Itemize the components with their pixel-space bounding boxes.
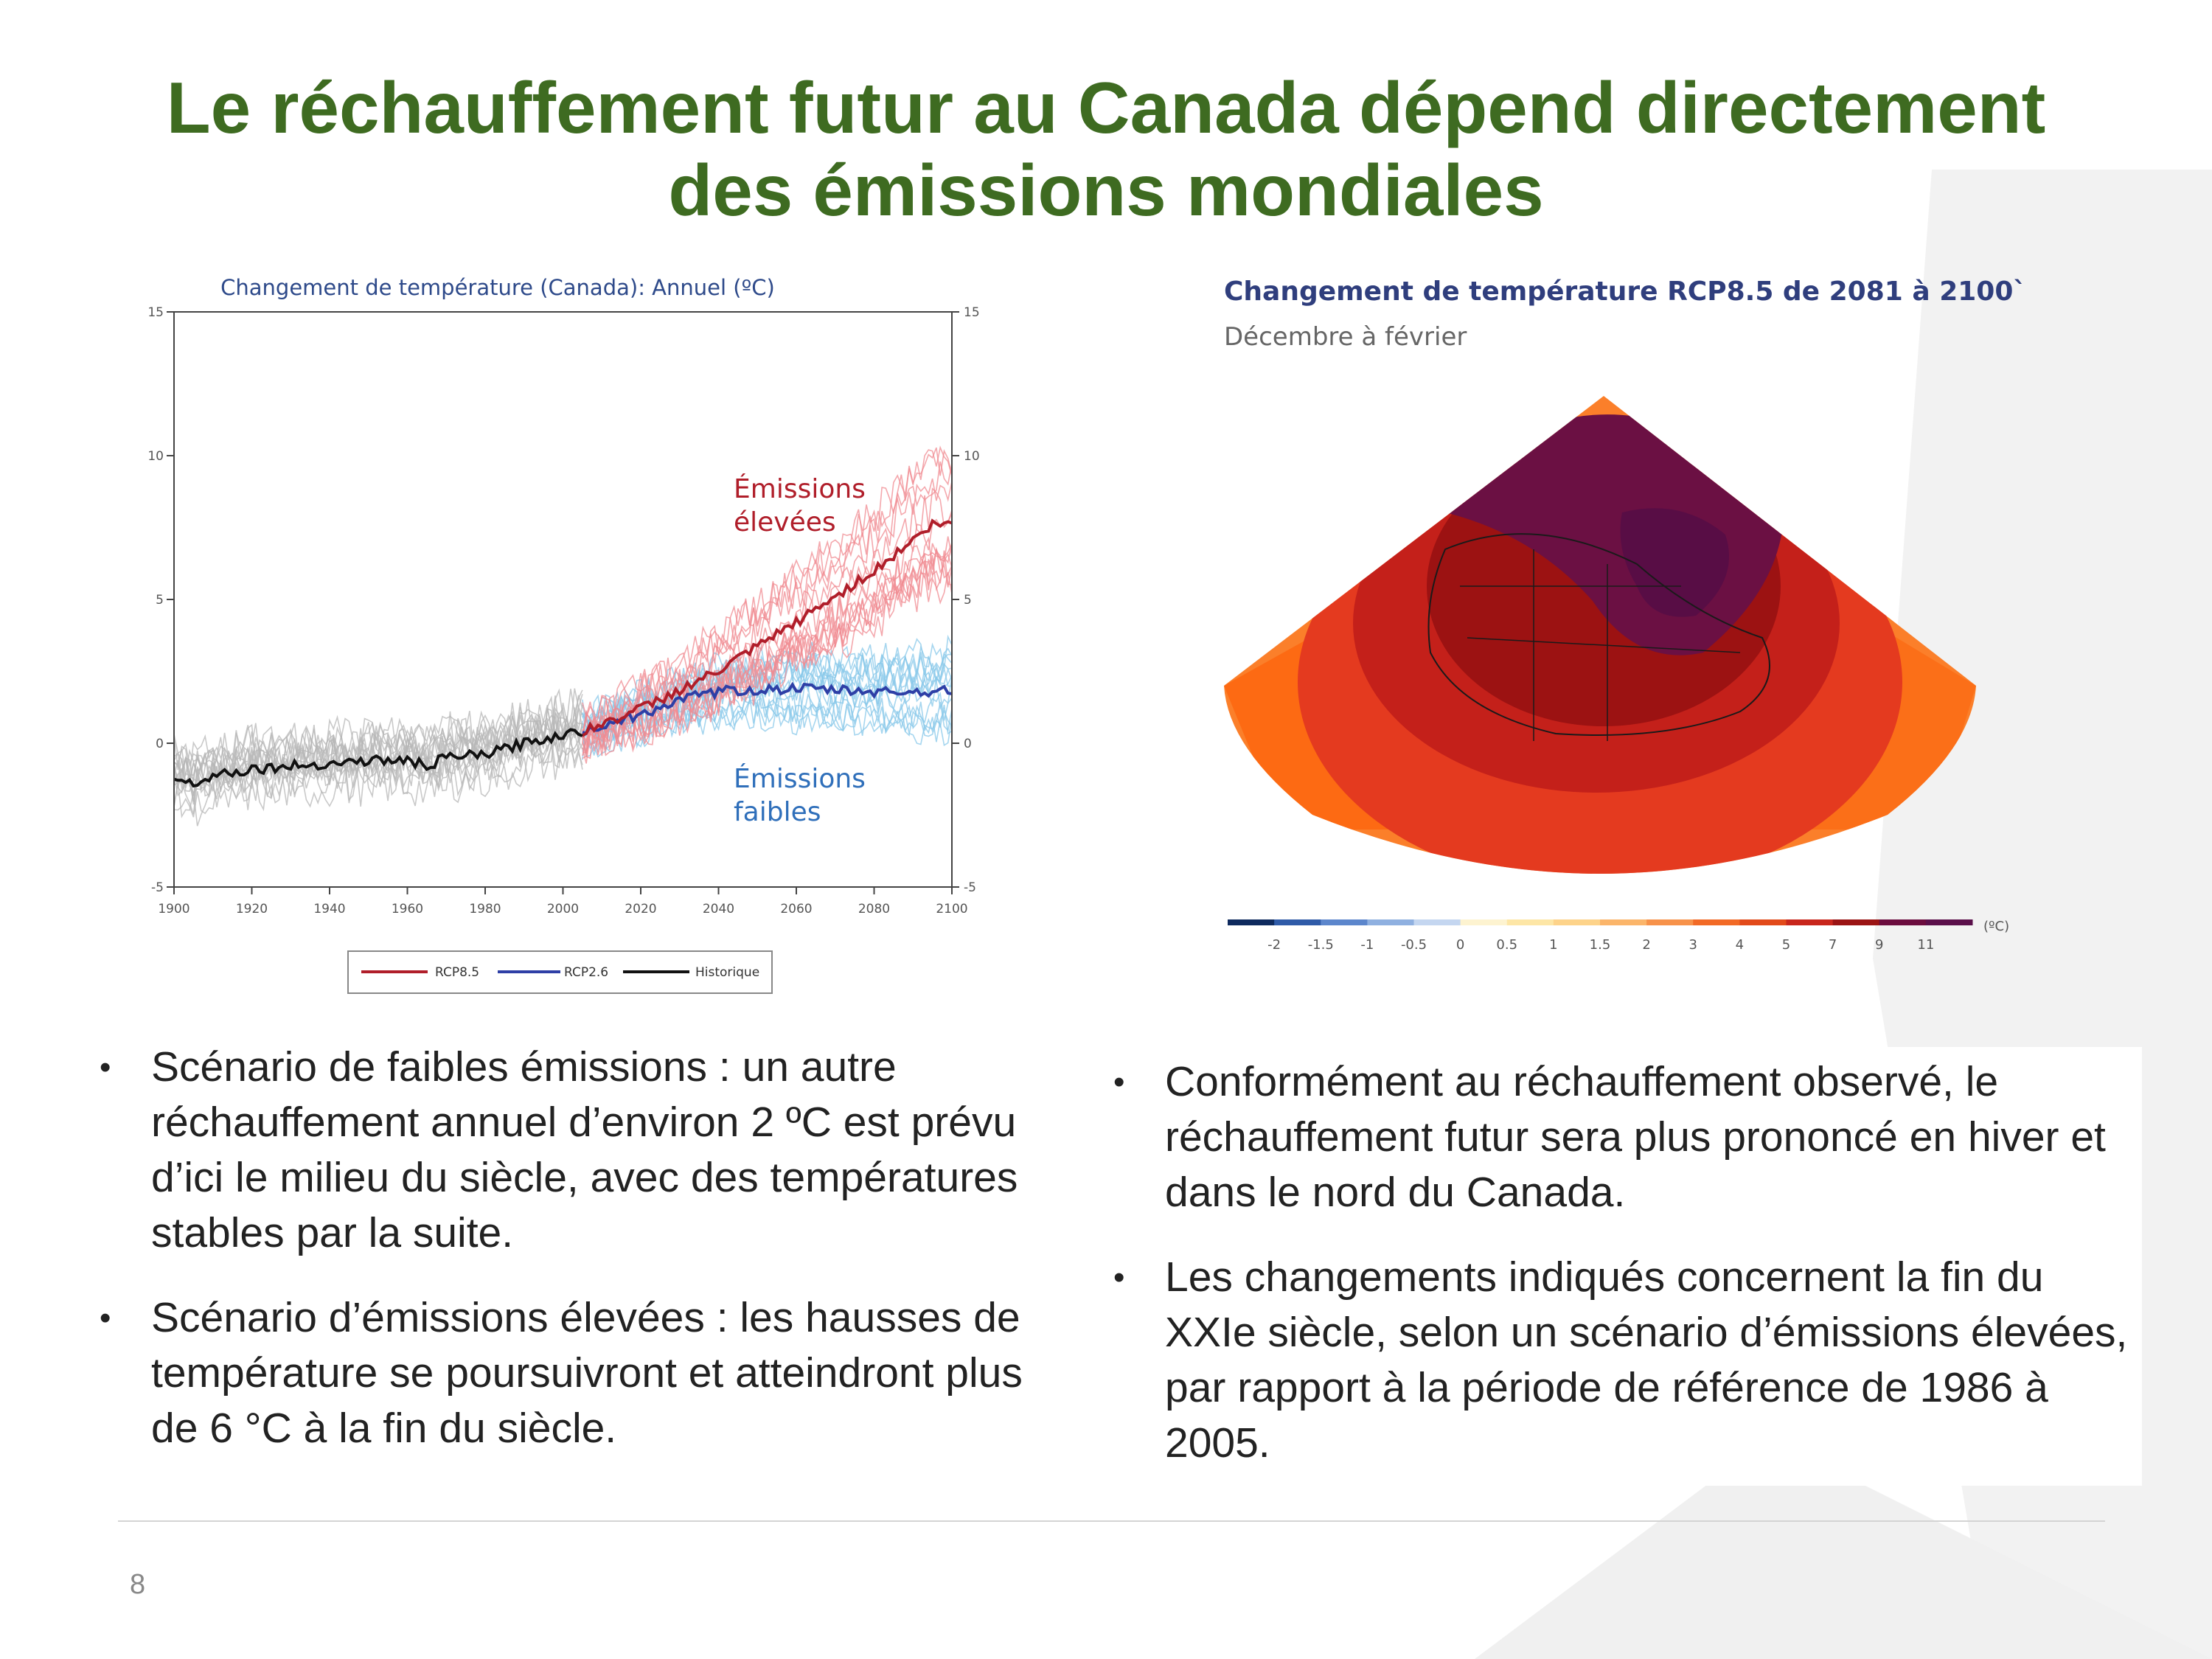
y-tick-label: -5 [151,880,164,895]
colorbar-tick-label: 9 [1875,937,1884,953]
colorbar-unit: (ºC) [1983,919,2010,934]
colorbar-swatch [1274,919,1321,925]
bullet-text: Scénario d’émissions élevées : les hausses de température se poursuivront et atteindront plus de 6 °C à la fin du siècle. [151,1294,1023,1452]
colorbar-tick-label: 0.5 [1496,937,1518,953]
right-bullet-list [1113,1054,2146,1500]
colorbar-swatch [1461,919,1508,925]
y-tick-label-right: 0 [964,737,972,751]
y-tick-label-right: 10 [964,449,980,464]
colorbar-swatch [1693,919,1740,925]
slide-title [74,66,2138,232]
colorbar-tick-label: 4 [1735,937,1745,953]
slide-title-line-1: Le réchauffement futur au Canada dépend directement [166,67,2046,148]
list-item [1113,1054,2146,1220]
colorbar-swatch [1646,919,1694,925]
x-tick-label: 2000 [546,902,580,917]
colorbar-tick-label: -1 [1360,937,1374,953]
y-tick-label: 10 [147,449,164,464]
colorbar-tick-label: 1.5 [1589,937,1611,953]
bullet-text: Scénario de faibles émissions : un autre réchauffement annuel d’environ 2 ºC est prévu d’ici le milieu du siècle, avec des températures stables par la suite. [151,1043,1018,1256]
bullet-dot: • [1113,1064,1125,1100]
bullet-text: Les changements indiqués concernent la fin du XXIe siècle, selon un scénario d’émissions élevées, par rapport à la période de référence de 1986 à 2005. [1165,1253,2128,1467]
y-tick-label-right: 15 [964,305,980,320]
slide-title-line-2: des émissions mondiales [668,150,1544,231]
chart-title: Changement de température (Canada): Annuel (ºC) [220,275,775,300]
colorbar-tick-label: 5 [1781,937,1791,953]
list-item [100,1290,1051,1456]
temperature-change-map [1224,269,2042,970]
colorbar-swatch [1879,919,1927,925]
y-tick-label: 15 [147,305,164,320]
y-tick-label-right: 5 [964,593,972,608]
annotation-low-emissions-1: Émissions [734,764,866,794]
x-tick-label: 2040 [702,902,735,917]
annotation-high-emissions-1: Émissions [734,474,866,504]
colorbar-tick-label: -0.5 [1400,937,1427,953]
map-colorbar [1228,919,1973,953]
colorbar-swatch [1739,919,1787,925]
y-tick-label: 5 [156,593,164,608]
colorbar-swatch [1414,919,1461,925]
page-number: 8 [130,1569,146,1600]
colorbar-swatch [1321,919,1368,925]
bullet-text: Conformément au réchauffement observé, le réchauffement futur sera plus prononcé en hiver et dans le nord du Canada. [1165,1058,2106,1216]
temperature-change-map-svg [1224,269,2042,970]
y-tick-label-right: -5 [964,880,976,895]
y-tick-label: 0 [156,737,164,751]
x-tick-label: 1900 [158,902,190,917]
list-item [100,1040,1051,1261]
legend-label-rcp26: RCP2.6 [564,965,609,980]
colorbar-tick-label: 3 [1688,937,1697,953]
colorbar-swatch [1554,919,1601,925]
colorbar-swatch [1833,919,1880,925]
bullet-dot: • [100,1300,111,1336]
map-title: Changement de température RCP8.5 de 2081 à 2100` [1224,276,2027,307]
bullet-dot: • [100,1049,111,1085]
legend-label-rcp85: RCP8.5 [435,965,480,980]
colorbar-swatch [1600,919,1647,925]
plot-frame [174,312,952,887]
x-tick-label: 1960 [391,902,424,917]
map-subtitle: Décembre à février [1224,322,1467,352]
temperature-change-chart [133,262,1032,999]
colorbar-swatch [1787,919,1834,925]
bullet-dot: • [1113,1259,1125,1295]
x-tick-label: 1920 [235,902,268,917]
colorbar-tick-label: 7 [1828,937,1837,953]
x-tick-label: 1980 [469,902,501,917]
list-item [1113,1250,2146,1471]
colorbar-swatch [1926,919,1973,925]
x-tick-label: 2080 [858,902,891,917]
colorbar-tick-label: 2 [1642,937,1651,953]
x-tick-label: 2100 [936,902,968,917]
x-tick-label: 1940 [313,902,346,917]
x-tick-label: 2020 [625,902,657,917]
colorbar-swatch [1228,919,1275,925]
colorbar-tick-label: -2 [1267,937,1281,953]
colorbar-swatch [1367,919,1414,925]
colorbar-tick-label: 11 [1917,937,1935,953]
legend-label-historique: Historique [695,965,760,980]
x-tick-label: 2060 [780,902,813,917]
annotation-high-emissions-2: élevées [734,507,836,538]
left-bullet-list [100,1040,1051,1486]
annotation-low-emissions-2: faibles [734,797,821,827]
colorbar-tick-label: -1.5 [1307,937,1334,953]
colorbar-swatch [1507,919,1554,925]
warming-map-sector [1224,380,1983,896]
footer-divider [118,1520,2105,1522]
chart-legend [348,951,772,993]
temperature-change-chart-svg [133,262,1032,999]
colorbar-tick-label: 1 [1549,937,1558,953]
colorbar-tick-label: 0 [1455,937,1465,953]
